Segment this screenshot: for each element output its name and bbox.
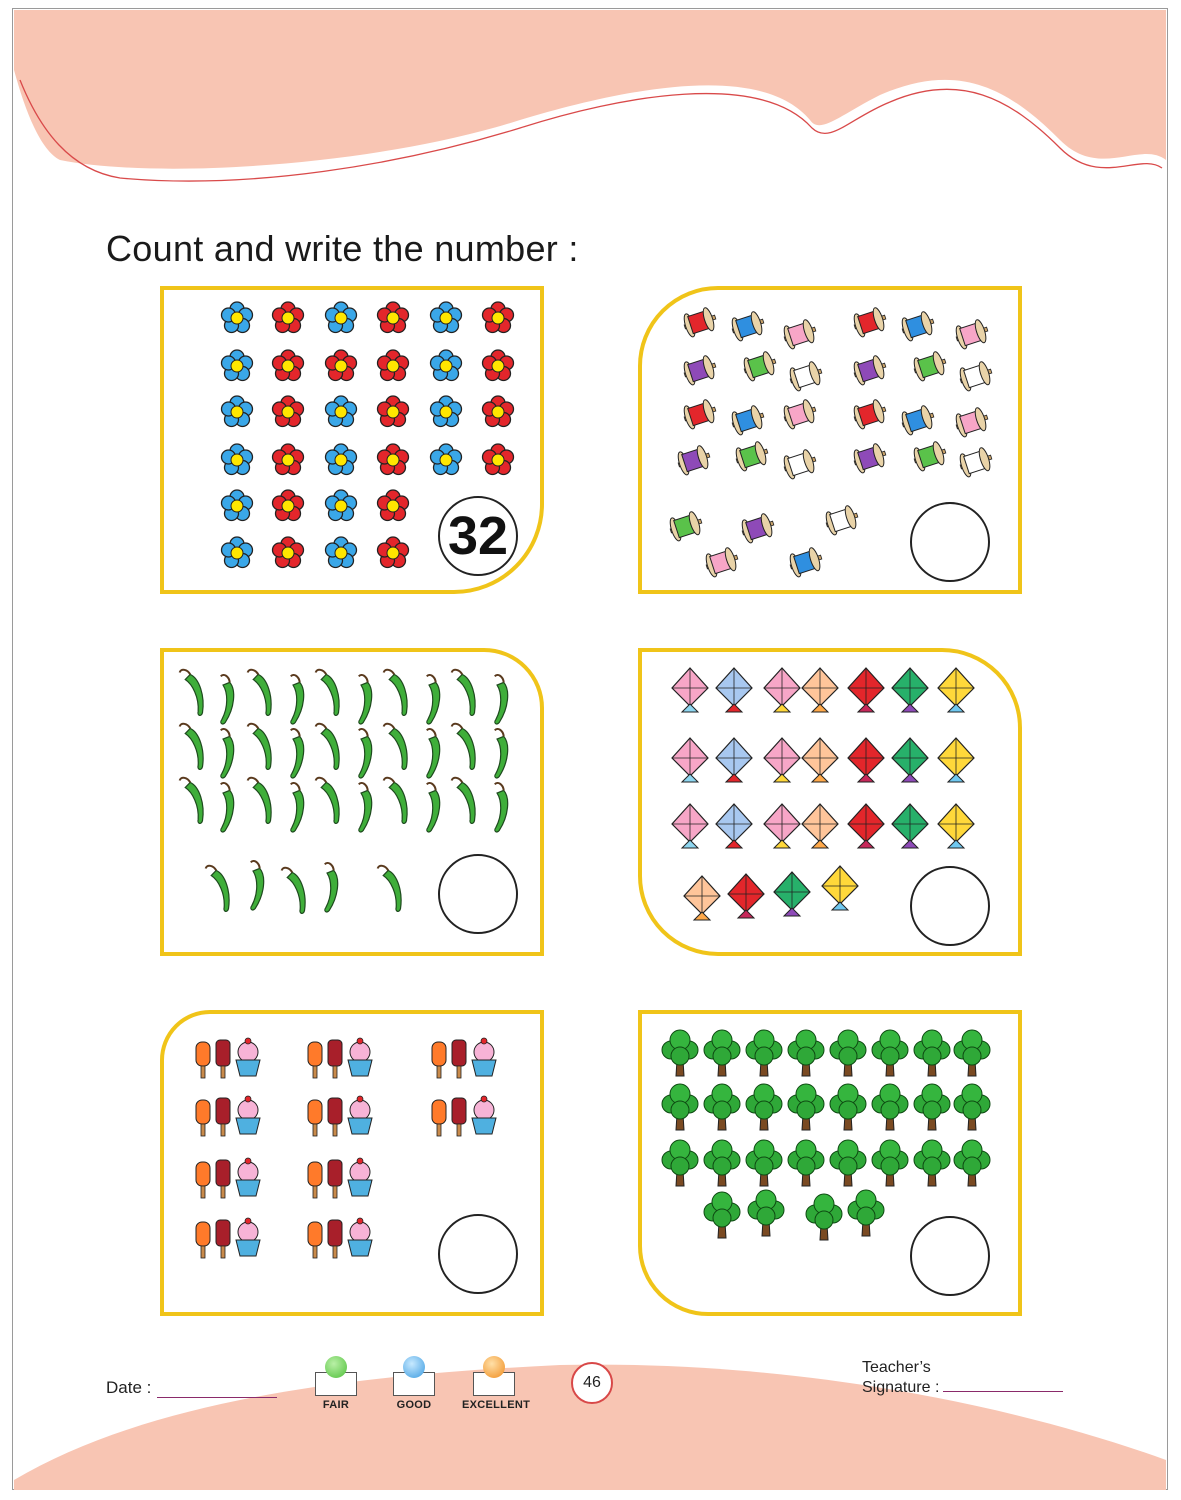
signature-line[interactable]	[943, 1379, 1063, 1392]
worksheet-title: Count and write the number :	[106, 228, 579, 269]
answer-circle-chillies[interactable]	[438, 854, 518, 934]
teacher-signature	[862, 1358, 1063, 1398]
date-line[interactable]	[157, 1383, 277, 1398]
date-label: Date :	[106, 1378, 152, 1397]
page-number: 46	[571, 1362, 613, 1404]
rating-excellent[interactable]	[462, 1356, 531, 1411]
answer-circle-desserts[interactable]	[438, 1214, 518, 1294]
answer-circle-kites[interactable]	[910, 866, 990, 946]
rating-fair[interactable]	[306, 1356, 366, 1411]
excellent-label: EXCELLENT	[462, 1399, 531, 1411]
rating-good[interactable]	[384, 1356, 444, 1411]
smiley-orange-icon	[483, 1356, 505, 1378]
smiley-green-icon	[325, 1356, 347, 1378]
teacher-label: Teacher’s	[862, 1359, 931, 1376]
smiley-blue-icon	[403, 1356, 425, 1378]
date-field[interactable]	[106, 1378, 277, 1398]
fair-label: FAIR	[322, 1399, 350, 1411]
answer-circle-spools[interactable]	[910, 502, 990, 582]
good-label: GOOD	[396, 1399, 432, 1411]
header-wave	[0, 0, 1181, 230]
answer-circle-trees[interactable]	[910, 1216, 990, 1296]
signature-label: Signature :	[862, 1379, 940, 1396]
answer-circle-flowers[interactable]: 32	[438, 496, 518, 576]
